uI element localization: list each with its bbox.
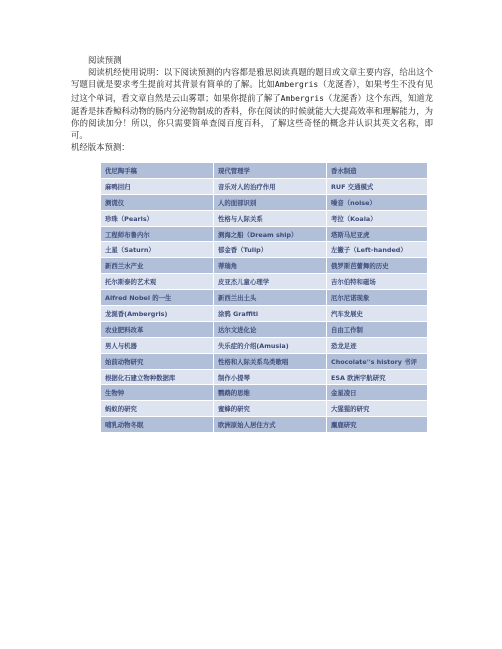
table-cell: 吉尔伯特和磁场 xyxy=(327,274,428,290)
table-cell: 性格与人际关系 xyxy=(214,210,327,226)
table-cell: 达尔文进化论 xyxy=(214,321,327,337)
table-cell: 郁金香（Tulip） xyxy=(214,242,327,258)
table-cell: 蚂蚁的研究 xyxy=(101,401,214,417)
prediction-label: 机经版本预测： xyxy=(71,142,130,153)
prediction-table xyxy=(100,162,428,433)
table-cell: 现代管理学 xyxy=(214,163,327,179)
table-cell: 蒂瑞角 xyxy=(214,258,327,274)
table-cell: 新西兰水产业 xyxy=(101,258,214,274)
table-row xyxy=(101,353,428,369)
document-text xyxy=(71,54,433,154)
table-cell: 厄尔尼诺现象 xyxy=(327,290,428,306)
table-cell: 珍珠（Pearls） xyxy=(101,210,214,226)
table-cell: Chocolate''s history 书评 xyxy=(327,353,428,369)
table-row xyxy=(101,194,428,210)
intro-text-a: 阅读机经使用说明：以下阅读预测的内容都是雅思阅读真题的题目或文章主要内容，给出这个写题目就是要求考生提前对其背景有简单的了解。比如 xyxy=(71,67,433,90)
table-cell: 涂鸦 Graffiti xyxy=(214,306,327,322)
table-cell: RUF 交通模式 xyxy=(327,178,428,194)
table-cell: 龙涎香(Ambergris) xyxy=(101,306,214,322)
table-cell: 哺乳动物冬眠 xyxy=(101,417,214,433)
table-cell: 制作小提琴 xyxy=(214,369,327,385)
table-row xyxy=(101,290,428,306)
table-cell: 鹦鹉的思维 xyxy=(214,385,327,401)
table-cell: 塔斯马尼亚虎 xyxy=(327,226,428,242)
table-cell: 皮亚杰儿童心理学 xyxy=(214,274,327,290)
table-cell: 左撇子（Left-handed） xyxy=(327,242,428,258)
table-cell: 测海之船（Dream ship） xyxy=(214,226,327,242)
intro-term: Ambergris xyxy=(274,80,319,90)
table-cell: 优尼陶手稿 xyxy=(101,163,214,179)
table-row xyxy=(101,385,428,401)
intro-paragraph xyxy=(71,66,433,141)
table-cell: 托尔斯泰的艺术观 xyxy=(101,274,214,290)
table-row xyxy=(101,417,428,433)
table-row xyxy=(101,210,428,226)
table-cell: 音乐对人的治疗作用 xyxy=(214,178,327,194)
table-cell: 汽车发展史 xyxy=(327,306,428,322)
intro-text-c: （龙涎香）这个东西，知道龙涎香是抹香鲸科动物的肠内分泌物制成的香料，你在阅读的时候就能大大提高效率和理解能力，为你的阅读加分！所以，你只需要简单查阅百度百科，了解这些奇怪的概念并认识其英文名称，即可。 xyxy=(71,92,434,141)
table-row xyxy=(101,226,428,242)
table-cell: 农业肥料改革 xyxy=(101,321,214,337)
table-cell: 男人与机器 xyxy=(101,337,214,353)
table-row xyxy=(101,274,428,290)
intro-text-b: （龙涎香），如果考生不没有见过这个单词，看文章自然是云山雾罩；如果你提前了解了 xyxy=(71,79,433,103)
table-cell: 蜜蜂的研究 xyxy=(214,401,327,417)
table-cell: 根据化石建立物种数据库 xyxy=(101,369,214,385)
intro-term-2: Ambergris xyxy=(280,93,324,103)
table-row xyxy=(101,178,428,194)
table-cell: ESA 欧洲宇航研究 xyxy=(327,369,428,385)
table-cell: 麋鹿研究 xyxy=(327,417,428,433)
table-cell: 俄罗斯芭蕾舞的历史 xyxy=(327,258,428,274)
table-cell: 失乐症的介绍(Amusia) xyxy=(214,337,327,353)
table-cell: 恐龙足迹 xyxy=(327,337,428,353)
table-cell: 考拉（Koala） xyxy=(327,210,428,226)
table-row xyxy=(101,369,428,385)
table-cell: 自由工作制 xyxy=(327,321,428,337)
table-cell: 金星凌日 xyxy=(327,385,428,401)
table-cell: 麻鸭回归 xyxy=(101,178,214,194)
table-row xyxy=(101,242,428,258)
table-cell: Alfred Nobel 的一生 xyxy=(101,290,214,306)
table-cell: 测谎仪 xyxy=(101,194,214,210)
table-cell: 新西兰出土头 xyxy=(214,290,327,306)
page-title: 阅读预测 xyxy=(88,55,122,65)
table-row xyxy=(101,258,428,274)
table-cell: 香水制造 xyxy=(327,163,428,179)
table-cell: 噪音（noise） xyxy=(327,194,428,210)
table-cell: 生物钟 xyxy=(101,385,214,401)
table-cell: 人的面部识别 xyxy=(214,194,327,210)
table-cell: 大猩猩的研究 xyxy=(327,401,428,417)
prediction-table-body xyxy=(101,163,428,433)
table-cell: 工程师布鲁内尔 xyxy=(101,226,214,242)
table-cell: 欧洲原始人居住方式 xyxy=(214,417,327,433)
table-row xyxy=(101,401,428,417)
table-row xyxy=(101,337,428,353)
table-row xyxy=(101,163,428,179)
table-cell: 性格和人际关系鸟类歌唱 xyxy=(214,353,327,369)
table-row xyxy=(101,306,428,322)
table-row xyxy=(101,321,428,337)
table-cell: 始前动物研究 xyxy=(101,353,214,369)
table-cell: 土星（Saturn） xyxy=(101,242,214,258)
